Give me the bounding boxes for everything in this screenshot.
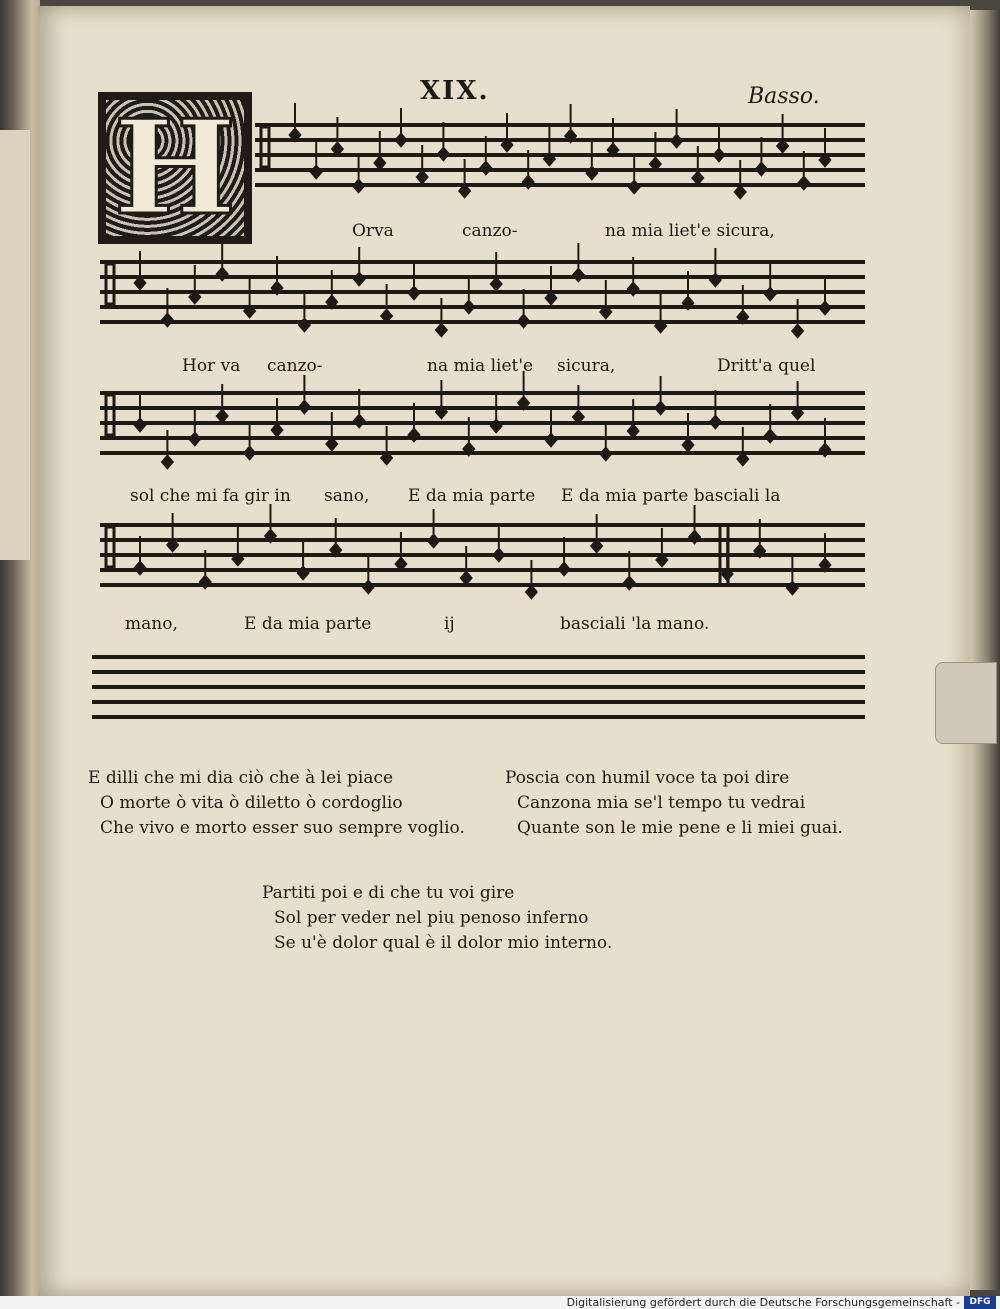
note-head [734,185,746,199]
voice-part-label: Basso. [748,84,820,109]
initial-letter: H [113,91,237,244]
note-head [518,314,530,328]
lyric-2b: canzo- [267,356,323,376]
lyric-3d: E da mia parte basciali la [561,486,781,506]
note-head [271,423,283,437]
lyric-2c: na mia liet'e [427,356,534,376]
note-head [792,324,804,338]
note-head [755,162,767,176]
clef-mark [106,395,114,435]
note-head [623,576,635,590]
note-head [819,301,831,315]
staff-lines [92,125,865,717]
note-head [655,401,667,415]
note-head [671,134,683,148]
note-head [437,147,449,161]
note-head [161,313,173,327]
note-head [353,179,365,193]
poem-line: Quante son le mie pene e li miei guai. [517,818,843,838]
poem-line: Che vivo e morto esser suo sempre voglio. [100,818,465,838]
poem-line: Canzona mia se'l tempo tu vedrai [517,793,806,813]
lyric-3a: sol che mi fa gir in [130,486,291,506]
note-head [709,415,721,429]
note-head [558,562,570,576]
note-head [353,414,365,428]
note-head [134,561,146,575]
poem-line: Se u'è dolor qual è il dolor mio interno. [274,933,613,953]
note-head [493,548,505,562]
note-head [428,534,440,548]
note-head [490,277,502,291]
note-head [298,400,310,414]
poem-right-stanza [505,766,843,841]
note-head [545,433,557,447]
lyric-2e: Dritt'a quel [717,356,816,376]
lyric-3b: sano, [324,486,370,506]
poem-line: Partiti poi e di che tu voi gire [262,883,515,903]
note-head [395,133,407,147]
note-head [525,585,537,599]
note-head [374,156,386,170]
lyric-1b: canzo- [462,221,518,241]
poem-line: O morte ò vita ò diletto ò cordoglio [100,793,403,813]
clef-mark [106,527,114,567]
note-head [692,171,704,185]
poem-bottom-stanza [262,881,612,956]
note-head [798,176,810,190]
note-head [460,571,472,585]
poem-line: Poscia con humil voce ta poi dire [505,768,790,788]
note-head [244,446,256,460]
clef-mark [261,127,269,167]
note-head [600,447,612,461]
note-head [480,161,492,175]
lyric-2a: Hor va [182,356,241,376]
note-head [463,300,475,314]
lyric-2d: sicura, [557,356,616,376]
lyric-4d: basciali 'la mano. [560,614,710,634]
piece-number: XIX. [420,76,490,106]
lyric-1a: Orva [352,221,394,241]
note-head [189,432,201,446]
note-head [416,170,428,184]
note-head [353,272,365,286]
lyric-4a: mano, [125,614,178,634]
clef-mark [106,264,114,304]
note-head [764,287,776,301]
note-head [310,165,322,179]
lyric-1c: na mia liet'e sicura, [605,221,775,241]
note-head [628,180,640,194]
note-head [627,424,639,438]
note-head [764,429,776,443]
funding-credit: Digitalisierung gefördert durch die Deutsche Forschungsgemeinschaft - [566,1296,960,1309]
note-head [713,148,725,162]
note-head [435,323,447,337]
poem-left-stanza [88,766,465,841]
note-head [408,286,420,300]
note-head [682,438,694,452]
lyric-3c: E da mia parte [408,486,536,506]
note-head [362,580,374,594]
note-head [134,418,146,432]
note-head [161,455,173,469]
lyric-4c: ij [444,614,455,634]
poem-line: Sol per veder nel piu penoso inferno [274,908,589,928]
lyric-4b: E da mia parte [244,614,372,634]
note-head [572,268,584,282]
note-head [216,409,228,423]
dfg-logo: DFG [964,1296,996,1309]
poem-line: E dilli che mi dia ciò che à lei piace [88,768,394,788]
